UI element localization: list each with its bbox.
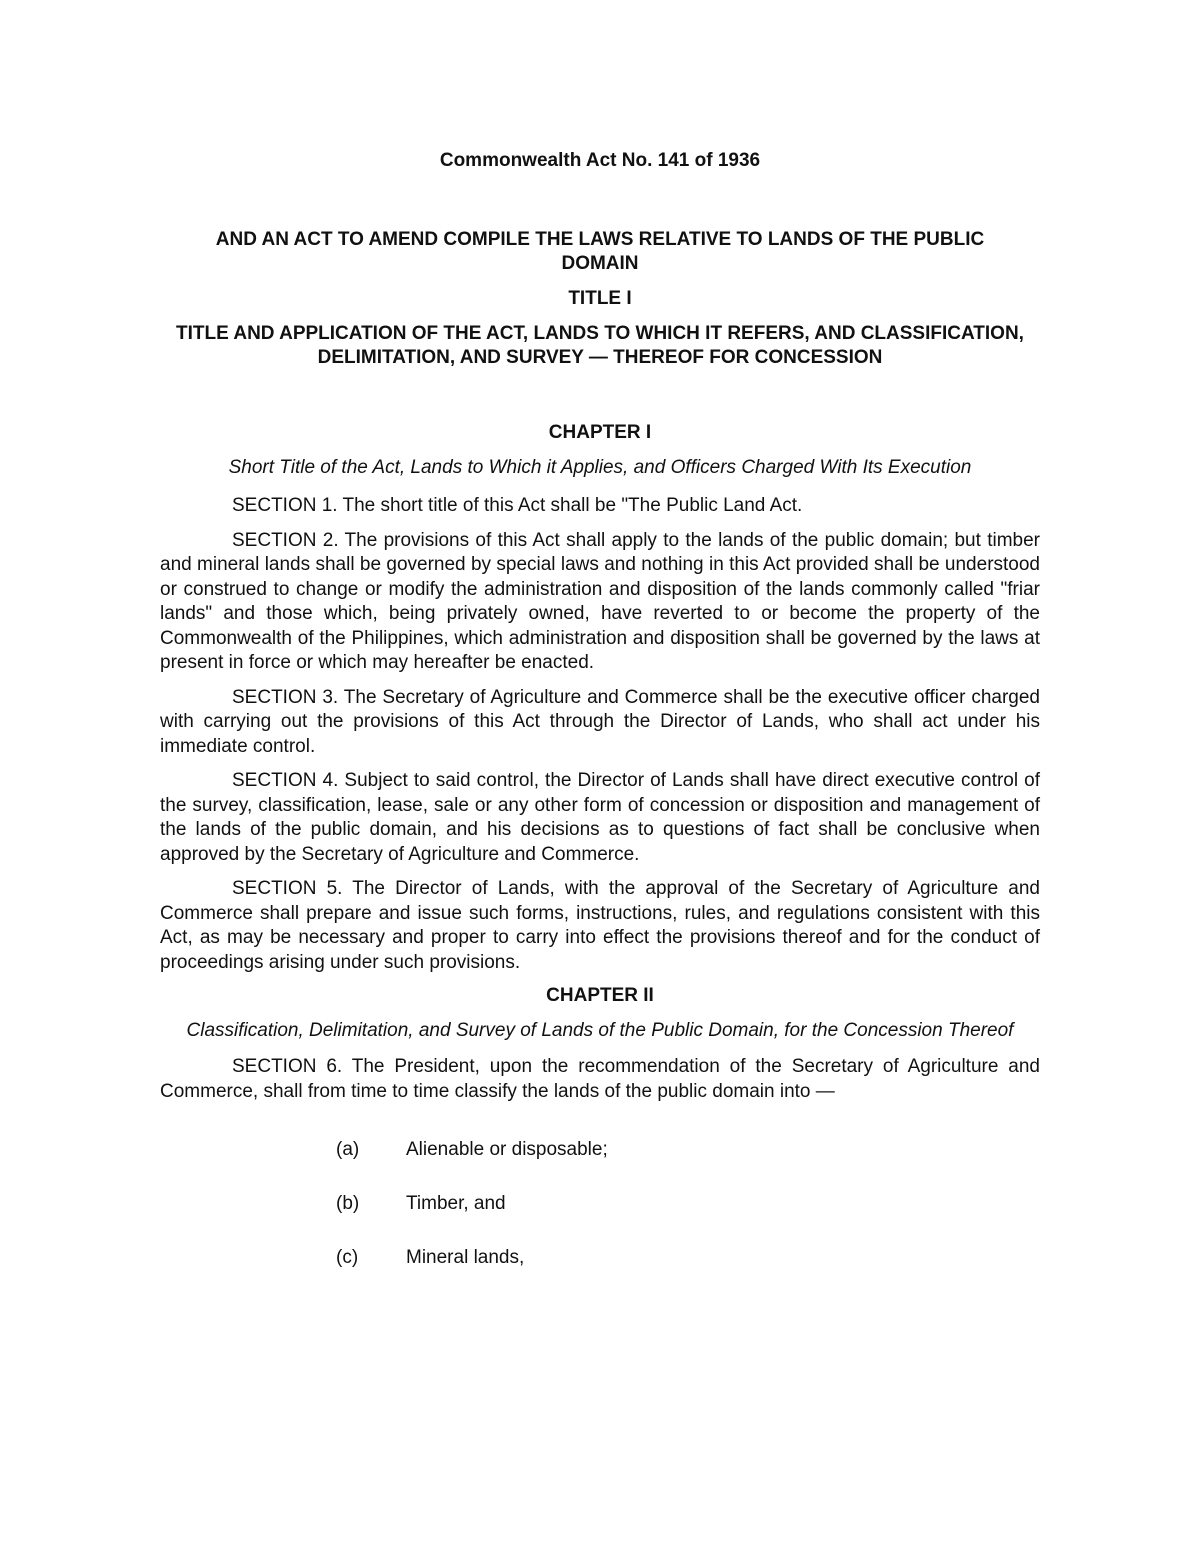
section-6: SECTION 6. The President, upon the recommendation of the Secretary of Agriculture and Commerce, shall from time to time classify the lands of the public domain into — xyxy=(160,1056,1040,1102)
list-item-label: (b) xyxy=(336,1193,360,1214)
chapter-1-heading: CHAPTER I xyxy=(548,422,652,443)
section-4: SECTION 4. Subject to said control, the Director of Lands shall have direct executive control of the survey, classification, lease, sale or any other form of concession or disposition and management of the lands of the public domain, and his decisions as to questions of fact shall be conclusive when approved by the Secretary of Agriculture and Commerce. xyxy=(160,770,1040,865)
section-2: SECTION 2. The provisions of this Act shall apply to the lands of the public domain; but timber and mineral lands shall be governed by special laws and nothing in this Act provided shall be understood or construed to change or modify the administration and disposition of the lands commonly called "friar lands" and those which, being privately owned, have reverted to or become the property of the Commonwealth of the Philippines, which administration and disposition shall be governed by the laws at present in force or which may hereafter be enacted. xyxy=(160,529,1040,673)
title-label: TITLE I xyxy=(568,288,632,309)
section-3: SECTION 3. The Secretary of Agriculture and Commerce shall be the executive officer charged with carrying out the provisions of this Act through the Director of Lands, who shall act under his immediate control. xyxy=(160,686,1040,757)
chapter-2-subtitle: Classification, Delimitation, and Survey of Lands of the Public Domain, for the Concession Thereof xyxy=(186,1020,1014,1041)
chapter-2-heading: CHAPTER II xyxy=(546,985,654,1006)
list-item xyxy=(336,1138,1040,1162)
list-item xyxy=(336,1192,1040,1216)
list-item-label: (c) xyxy=(336,1247,359,1268)
list-item-text: Mineral lands, xyxy=(406,1247,525,1268)
document-title: Commonwealth Act No. 141 of 1936 xyxy=(439,150,761,171)
chapter-1-subtitle: Short Title of the Act, Lands to Which it Applies, and Officers Charged With Its Execution xyxy=(228,457,972,478)
list-item-text: Timber, and xyxy=(406,1193,506,1214)
act-heading: AND AN ACT TO AMEND COMPILE THE LAWS RELATIVE TO LANDS OF THE PUBLIC DOMAIN xyxy=(215,229,985,274)
list-item-text: Alienable or disposable; xyxy=(406,1139,608,1160)
list-item-label: (a) xyxy=(336,1139,360,1160)
section-5: SECTION 5. The Director of Lands, with the approval of the Secretary of Agriculture and Commerce shall prepare and issue such forms, instructions, rules, and regulations consistent with this Act, as may be necessary and proper to carry into effect the provisions thereof and for the conduct of proceedings arising under such provisions. xyxy=(160,878,1040,973)
section-1: SECTION 1. The short title of this Act shall be "The Public Land Act. xyxy=(232,495,803,516)
list-item xyxy=(336,1246,1040,1270)
title-name: TITLE AND APPLICATION OF THE ACT, LANDS TO WHICH IT REFERS, AND CLASSIFICATION, DELIMITATION, AND SURVEY — THEREOF FOR CONCESSION xyxy=(176,323,1024,368)
classification-list xyxy=(160,1138,1040,1270)
